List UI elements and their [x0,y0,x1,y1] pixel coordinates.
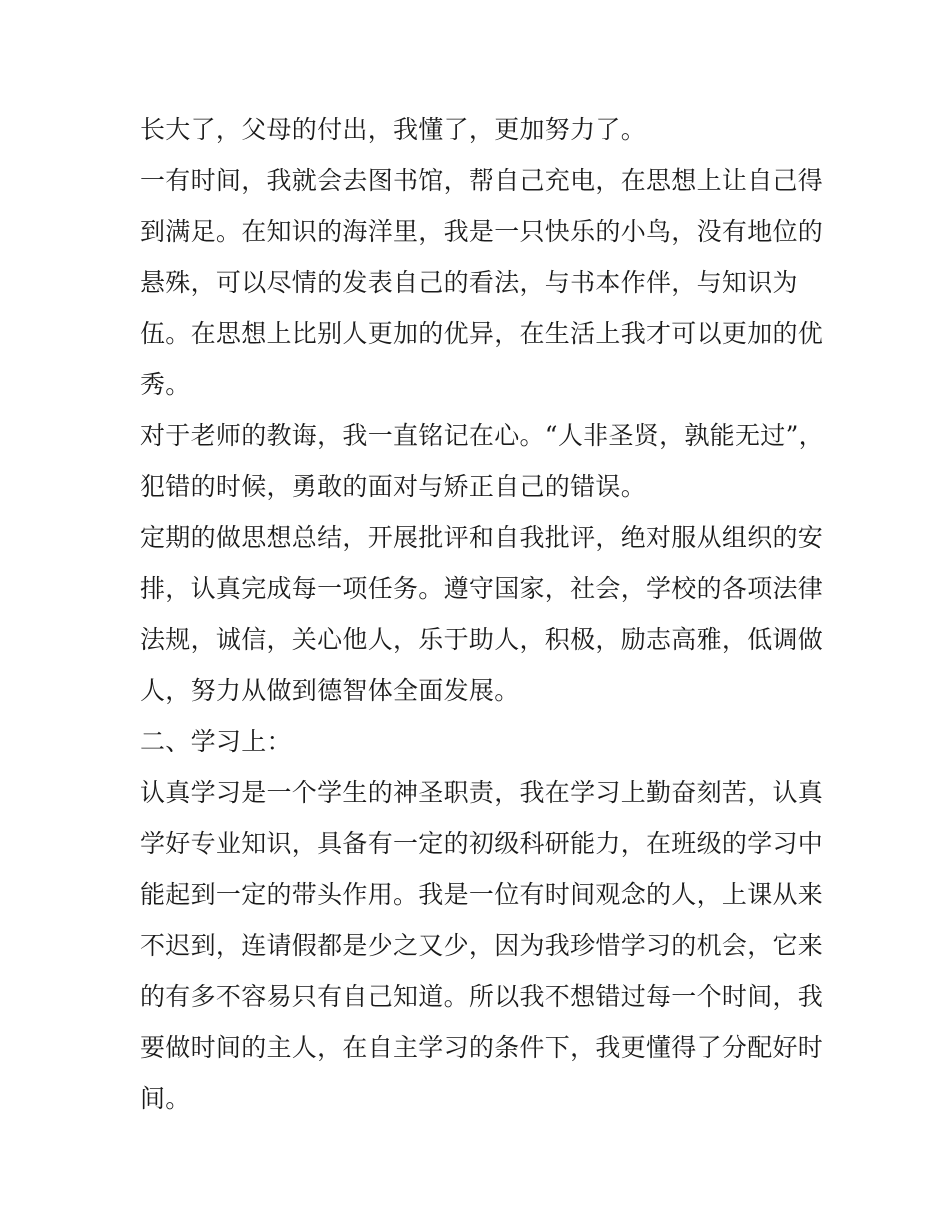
text-line: 间。 [140,1084,191,1113]
text-line: 定期的做思想总结，开展批评和自我批评，绝对服从组织的安 [140,523,824,552]
text-line: 法规，诚信，关心他人，乐于助人，积极，励志高雅，低调做 [140,625,824,654]
text-line: 的有多不容易只有自己知道。所以我不想错过每一个时间，我 [140,982,824,1011]
text-line: 犯错的时候，勇敢的面对与矫正自己的错误。 [140,472,647,501]
text-line: 要做时间的主人，在自主学习的条件下，我更懂得了分配好时 [140,1033,824,1062]
text-line: 人，努力从做到德智体全面发展。 [140,676,520,705]
text-line: 一有时间，我就会去图书馆，帮自己充电，在思想上让自己得 [140,166,824,195]
text-line: 到满足。在知识的海洋里，我是一只快乐的小鸟，没有地位的 [140,217,824,246]
text-line: 悬殊，可以尽情的发表自己的看法，与书本作伴，与知识为 [140,268,798,297]
text-line: 不迟到，连请假都是少之又少，因为我珍惜学习的机会，它来 [140,931,824,960]
text-line: 学好专业知识，具备有一定的初级科研能力，在班级的学习中 [140,829,824,858]
text-line: 认真学习是一个学生的神圣职责，我在学习上勤奋刻苦，认真 [140,778,824,807]
text-line: 长大了，父母的付出，我懂了，更加努力了。 [140,115,647,144]
body-text [140,104,824,1124]
section-heading: 二、学习上： [140,727,292,756]
text-line: 能起到一定的带头作用。我是一位有时间观念的人，上课从来 [140,880,824,909]
text-line: 伍。在思想上比别人更加的优异，在生活上我才可以更加的优 [140,319,824,348]
text-line: 对于老师的教诲，我一直铭记在心。“人非圣贤，孰能无过”， [140,421,824,450]
text-line: 秀。 [140,370,191,399]
text-line: 排，认真完成每一项任务。遵守国家，社会，学校的各项法律 [140,574,824,603]
